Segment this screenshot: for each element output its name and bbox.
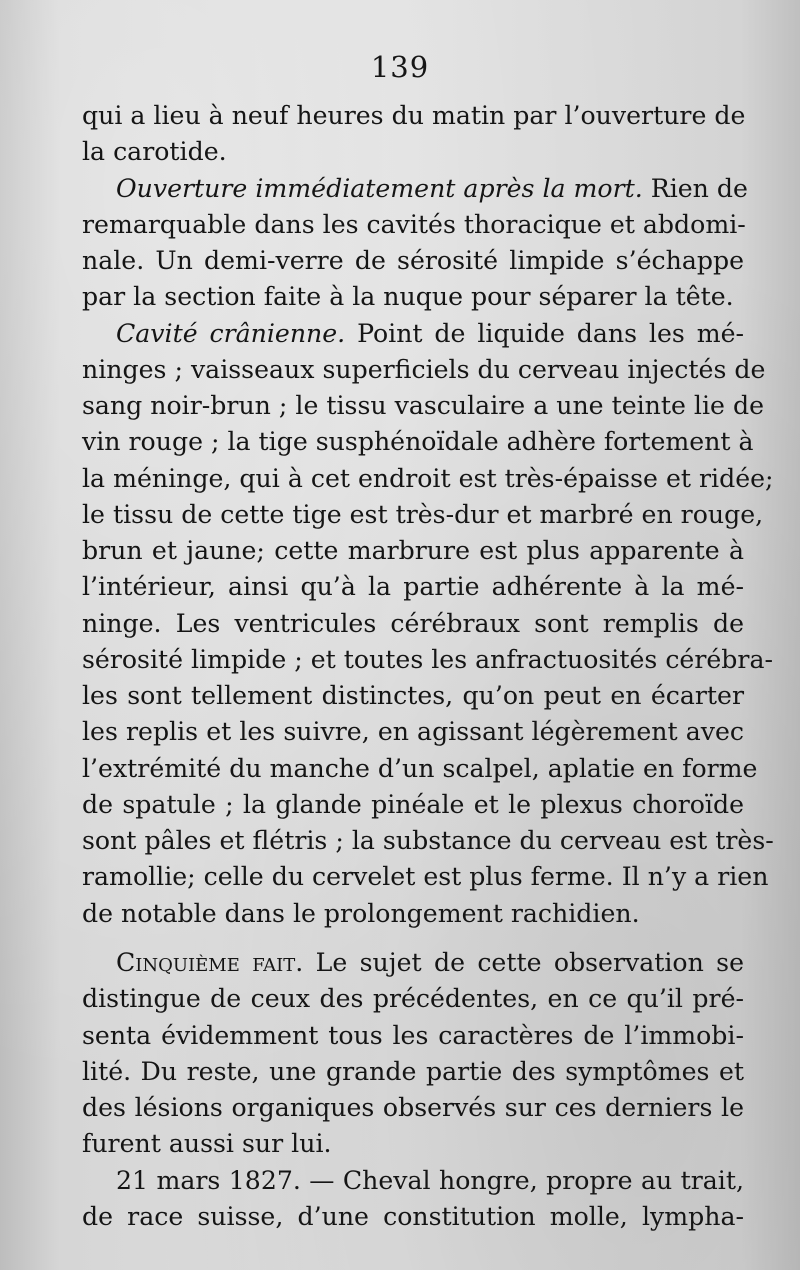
page-number: 139	[370, 50, 430, 84]
text-line: de spatule ; la glande pinéale et le plexus choroïde	[82, 789, 744, 819]
text-line: senta évidemment tous les caractères de l’immobi-	[82, 1020, 744, 1050]
fifth-case-paragraphs	[82, 945, 744, 1235]
text-line: la carotide.	[82, 137, 227, 167]
text-line: qui a lieu à neuf heures du matin par l’ouverture de	[82, 101, 746, 130]
text-line: brun et jaune; cette marbrure est plus apparente à	[82, 536, 744, 565]
text-line: vin rouge ; la tige susphénoïdale adhère fortement à	[82, 427, 754, 457]
text-run: Point de liquide dans les mé-	[345, 318, 744, 348]
text-line: ninges ; vaisseaux superficiels du cerveau injectés de	[82, 354, 766, 384]
section-heading-cinquieme-fait: Cinquième fait.	[116, 948, 304, 977]
text-line: furent aussi sur lui.	[82, 1129, 332, 1159]
text-line	[82, 316, 744, 352]
text-line: les sont tellement distinctes, qu’on peut en écarter	[82, 681, 744, 710]
text-line: de race suisse, d’une constitution molle, lympha-	[82, 1201, 744, 1231]
text-line: le tissu de cette tige est très-dur et marbré en rouge,	[82, 499, 764, 529]
text-line: sérosité limpide ; et toutes les anfractuosités cérébra-	[82, 644, 773, 674]
text-line: remarquable dans les cavités thoracique et abdomi-	[82, 209, 746, 239]
section-heading-ouverture: Ouverture immédiatement après la mort.	[116, 173, 643, 203]
text-line: des lésions organiques observés sur ces derniers le	[82, 1093, 744, 1122]
text-line	[82, 945, 744, 981]
text-line: sang noir-brun ; le tissu vasculaire a une teinte lie de	[82, 391, 764, 420]
text-line: la méninge, qui à cet endroit est très-épaisse et ridée;	[82, 463, 774, 493]
text-line: les replis et les suivre, en agissant légèrement avec	[82, 717, 744, 747]
text-run: Le sujet de cette observation se	[303, 948, 744, 977]
text-line: distingue de ceux des précédentes, en ce qu’il pré-	[82, 984, 744, 1014]
text-line: l’extrémité du manche d’un scalpel, aplatie en forme	[82, 753, 758, 783]
necropsy-paragraphs	[82, 98, 774, 932]
text-line: nale. Un demi-verre de sérosité limpide s’échappe	[82, 246, 744, 275]
text-line: ramollie; celle du cervelet est plus ferme. Il n’y a rien	[82, 862, 769, 892]
text-line: l’intérieur, ainsi qu’à la partie adhérente à la mé-	[82, 572, 744, 602]
text-line: 21 mars 1827. — Cheval hongre, propre au trait,	[116, 1165, 744, 1195]
text-line: sont pâles et flétris ; la substance du cerveau est très-	[82, 826, 774, 855]
text-line: de notable dans le prolongement rachidien.	[82, 898, 640, 928]
text-run: Rien de	[642, 173, 748, 203]
text-line	[82, 171, 748, 207]
text-line: lité. Du reste, une grande partie des symptômes et	[82, 1056, 744, 1086]
section-heading-cavite: Cavité crânienne.	[116, 318, 346, 348]
text-line: par la section faite à la nuque pour séparer la tête.	[82, 282, 734, 312]
text-line: ninge. Les ventricules cérébraux sont remplis de	[82, 608, 744, 638]
